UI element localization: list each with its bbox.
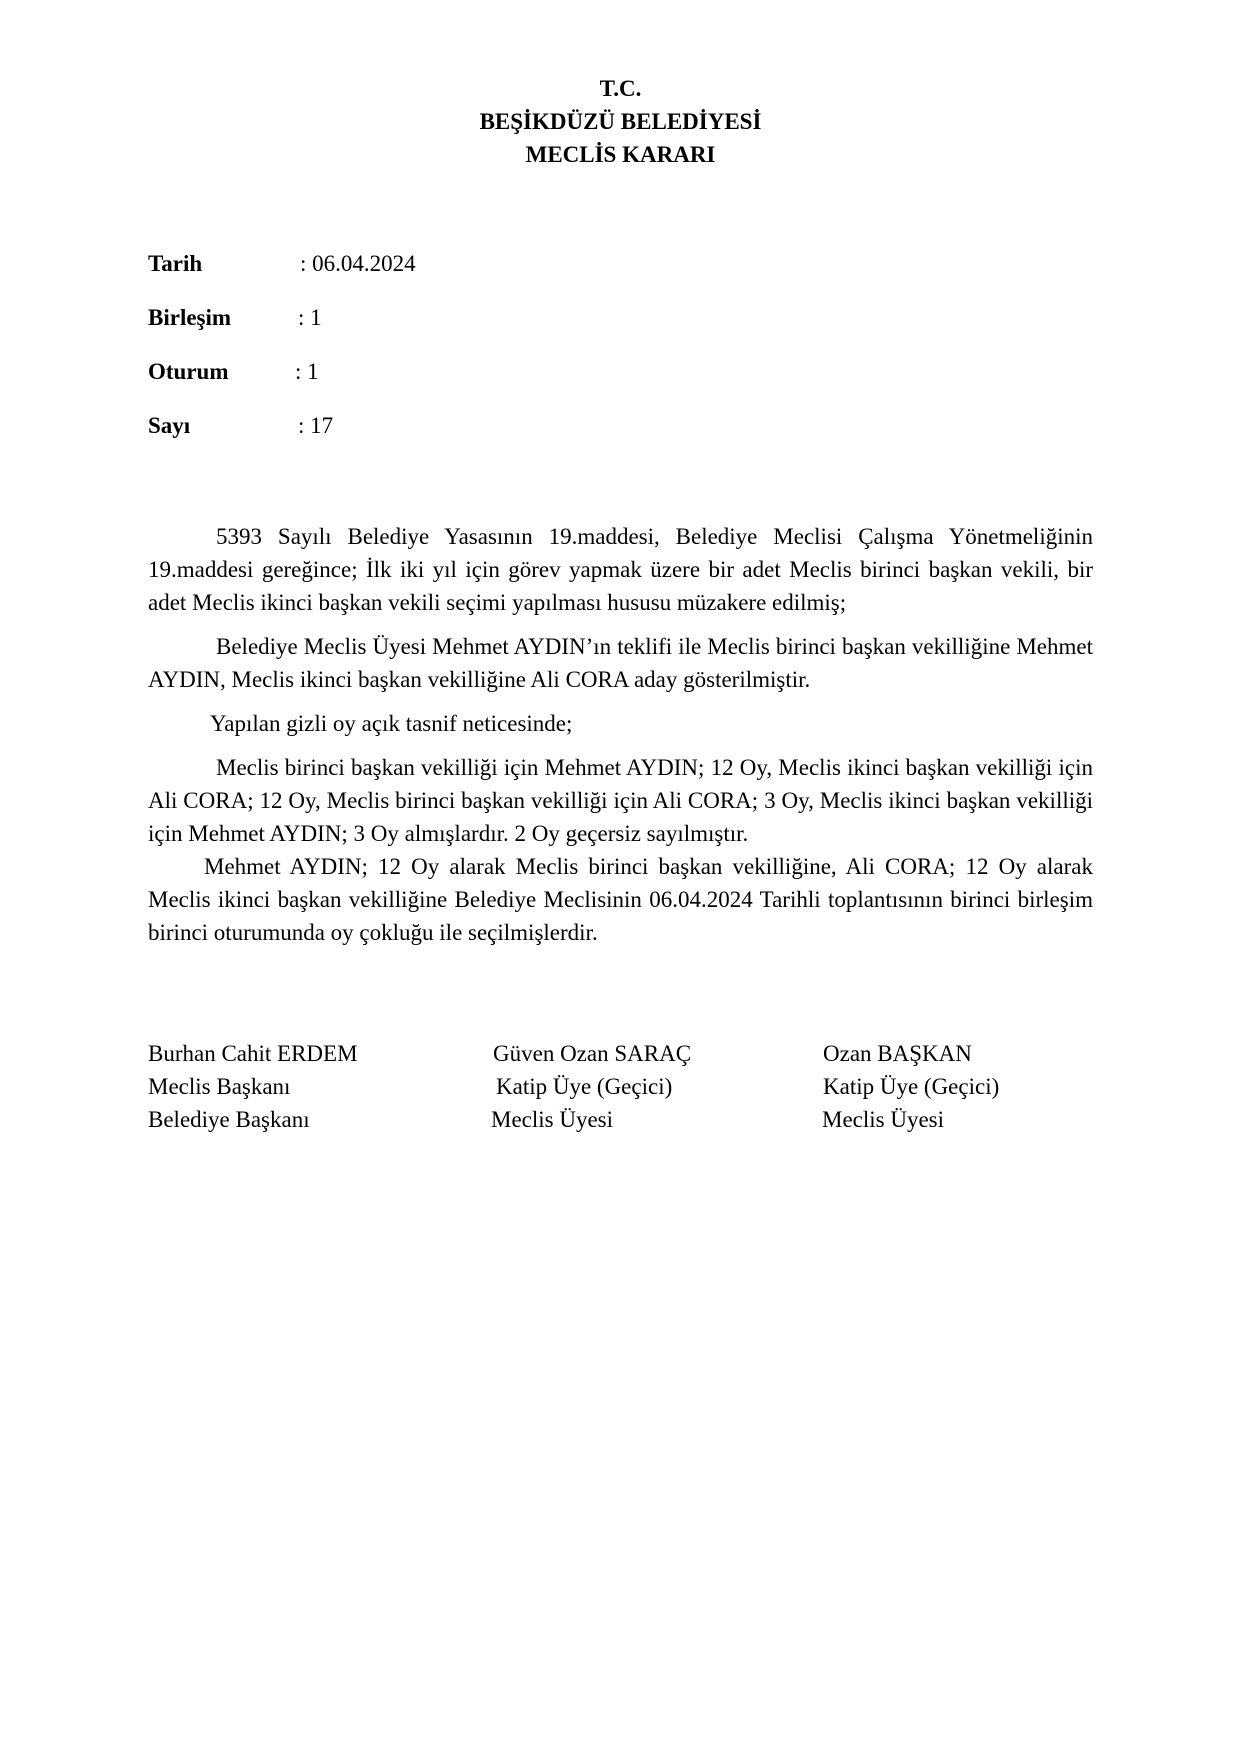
- signatory-role: Katip Üye (Geçici): [823, 1074, 1000, 1099]
- header-municipality: BEŞİKDÜZÜ BELEDİYESİ: [479, 109, 762, 134]
- sayi-value: : 17: [298, 413, 334, 438]
- oturum-value: : 1: [295, 359, 319, 384]
- signatory-name: Burhan Cahit ERDEM: [148, 1041, 358, 1066]
- tarih-value: : 06.04.2024: [300, 251, 416, 276]
- signatory-name: Güven Ozan SARAÇ: [493, 1041, 692, 1066]
- header-tc: T.C.: [599, 76, 642, 101]
- birlesim-label: Birleşim: [148, 305, 232, 330]
- signature-council-president: [148, 1037, 358, 1136]
- header-title: MECLİS KARARI: [525, 142, 716, 167]
- birlesim-value: : 1: [298, 305, 322, 330]
- signature-clerk-1: [493, 1037, 691, 1136]
- paragraph-nominations: Belediye Meclis Üyesi Mehmet AYDIN’ın teklifi ile Meclis birinci başkan vekilliğine Mehmet AYDIN, Meclis ikinci başkan vekilliğine Ali CORA aday gösterilmiştir.: [148, 634, 1093, 692]
- signatory-name: Ozan BAŞKAN: [823, 1041, 972, 1066]
- signatory-role: Meclis Üyesi: [822, 1107, 945, 1132]
- paragraph-vote-results: Meclis birinci başkan vekilliği için Mehmet AYDIN; 12 Oy, Meclis ikinci başkan vekilliği için Ali CORA; 12 Oy, Meclis birinci başkan vekilliği için Ali CORA; 3 Oy, Meclis ikinci başkan vekilliği için Mehmet AYDIN; 3 Oy almışlardır. 2 Oy geçersiz sayılmıştır.: [148, 755, 1093, 846]
- signatory-role: Meclis Başkanı: [148, 1074, 291, 1099]
- signatory-role: Meclis Üyesi: [491, 1107, 614, 1132]
- signature-clerk-2: [823, 1037, 999, 1136]
- paragraph-election-outcome: Mehmet AYDIN; 12 Oy alarak Meclis birinci başkan vekilliğine, Ali CORA; 12 Oy alarak Meclis ikinci başkan vekilliğine Belediye Meclisinin 06.04.2024 Tarihli toplantısının birinci birleşim birinci oturumunda oy çokluğu ile seçilmişlerdir.: [148, 854, 1093, 945]
- signatory-role: Belediye Başkanı: [148, 1107, 310, 1132]
- paragraph-legal-basis: 5393 Sayılı Belediye Yasasının 19.maddesi, Belediye Meclisi Çalışma Yönetmeliğinin 19.maddesi gereğince; İlk iki yıl için görev yapmak üzere bir adet Meclis birinci başkan vekili, bir adet Meclis ikinci başkan vekili seçimi yapılması hususu müzakere edilmiş;: [148, 524, 1093, 615]
- oturum-label: Oturum: [148, 359, 229, 384]
- tarih-label: Tarih: [148, 251, 203, 276]
- decision-body: [148, 520, 1093, 949]
- sayi-label: Sayı: [148, 413, 191, 438]
- document-header: [0, 72, 1241, 171]
- paragraph-vote-intro: Yapılan gizli oy açık tasnif neticesinde;: [210, 711, 573, 736]
- signatory-role: Katip Üye (Geçici): [496, 1074, 673, 1099]
